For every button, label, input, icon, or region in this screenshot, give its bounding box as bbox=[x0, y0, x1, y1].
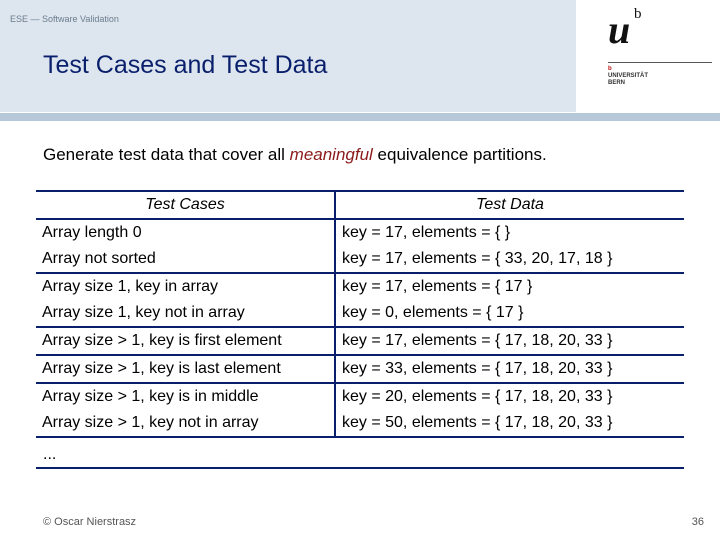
test-data-cell: key = 20, elements = { 17, 18, 20, 33 } bbox=[342, 388, 613, 405]
page-number: 36 bbox=[691, 516, 704, 528]
test-data-table bbox=[36, 190, 684, 438]
course-label: ESE — Software Validation bbox=[10, 14, 119, 24]
table-row bbox=[36, 327, 684, 355]
table-row bbox=[36, 383, 684, 410]
table-row bbox=[36, 273, 684, 300]
test-data-cell: key = 0, elements = { 17 } bbox=[335, 300, 684, 327]
footer-author: © Oscar Nierstrasz bbox=[43, 516, 137, 528]
test-case-cell: Array size 1, key in array bbox=[36, 273, 335, 300]
table-row bbox=[36, 410, 684, 437]
header-test-data: Test Data bbox=[335, 191, 684, 219]
subtitle-post: equivalence partitions. bbox=[372, 145, 547, 164]
slide-subtitle bbox=[43, 145, 547, 165]
table-row bbox=[36, 355, 684, 383]
logo-b-mark: b bbox=[634, 6, 642, 22]
header-test-cases: Test Cases bbox=[36, 191, 335, 219]
table-row bbox=[36, 246, 684, 273]
table-row bbox=[36, 300, 684, 327]
test-case-cell: Array size > 1, key is first element bbox=[36, 327, 335, 355]
test-case-cell: Array size > 1, key is in middle bbox=[36, 383, 335, 410]
slide-title: Test Cases and Test Data bbox=[43, 51, 328, 79]
test-data-cell: key = 17, elements = { 17 } bbox=[342, 278, 533, 295]
test-case-cell: Array size > 1, key not in array bbox=[36, 410, 335, 437]
test-case-cell: Array length 0 bbox=[36, 219, 335, 246]
logo-line-2: BERN bbox=[608, 80, 626, 86]
test-data-cell: key = 17, elements = { 33, 20, 17, 18 } bbox=[335, 246, 684, 273]
test-data-cell: key = 33, elements = { 17, 18, 20, 33 } bbox=[335, 355, 684, 383]
subtitle-pre: Generate test data that cover all bbox=[43, 145, 290, 164]
test-data-cell: key = 17, elements = { 17, 18, 20, 33 } bbox=[335, 327, 684, 355]
logo-divider bbox=[608, 62, 712, 63]
table-row bbox=[36, 219, 684, 246]
test-data-cell: key = 50, elements = { 17, 18, 20, 33 } bbox=[335, 410, 684, 437]
university-logo bbox=[577, 0, 720, 112]
table-ellipsis: ... bbox=[43, 446, 57, 463]
test-data-cell: key = 17, elements = { } bbox=[342, 224, 511, 241]
test-case-cell: Array size 1, key not in array bbox=[36, 300, 335, 327]
subtitle-emphasis: meaningful bbox=[289, 145, 373, 164]
header-band bbox=[0, 113, 720, 121]
logo-symbol: b bbox=[608, 66, 612, 72]
table-header-row bbox=[36, 191, 684, 219]
logo-u-mark: u bbox=[608, 7, 631, 52]
test-case-cell: Array size > 1, key is last element bbox=[36, 355, 335, 383]
logo-line-1: UNIVERSITÄT bbox=[608, 73, 649, 79]
logo-text bbox=[608, 66, 648, 87]
table-bottom-rule bbox=[36, 467, 684, 469]
test-case-cell: Array not sorted bbox=[36, 246, 335, 273]
